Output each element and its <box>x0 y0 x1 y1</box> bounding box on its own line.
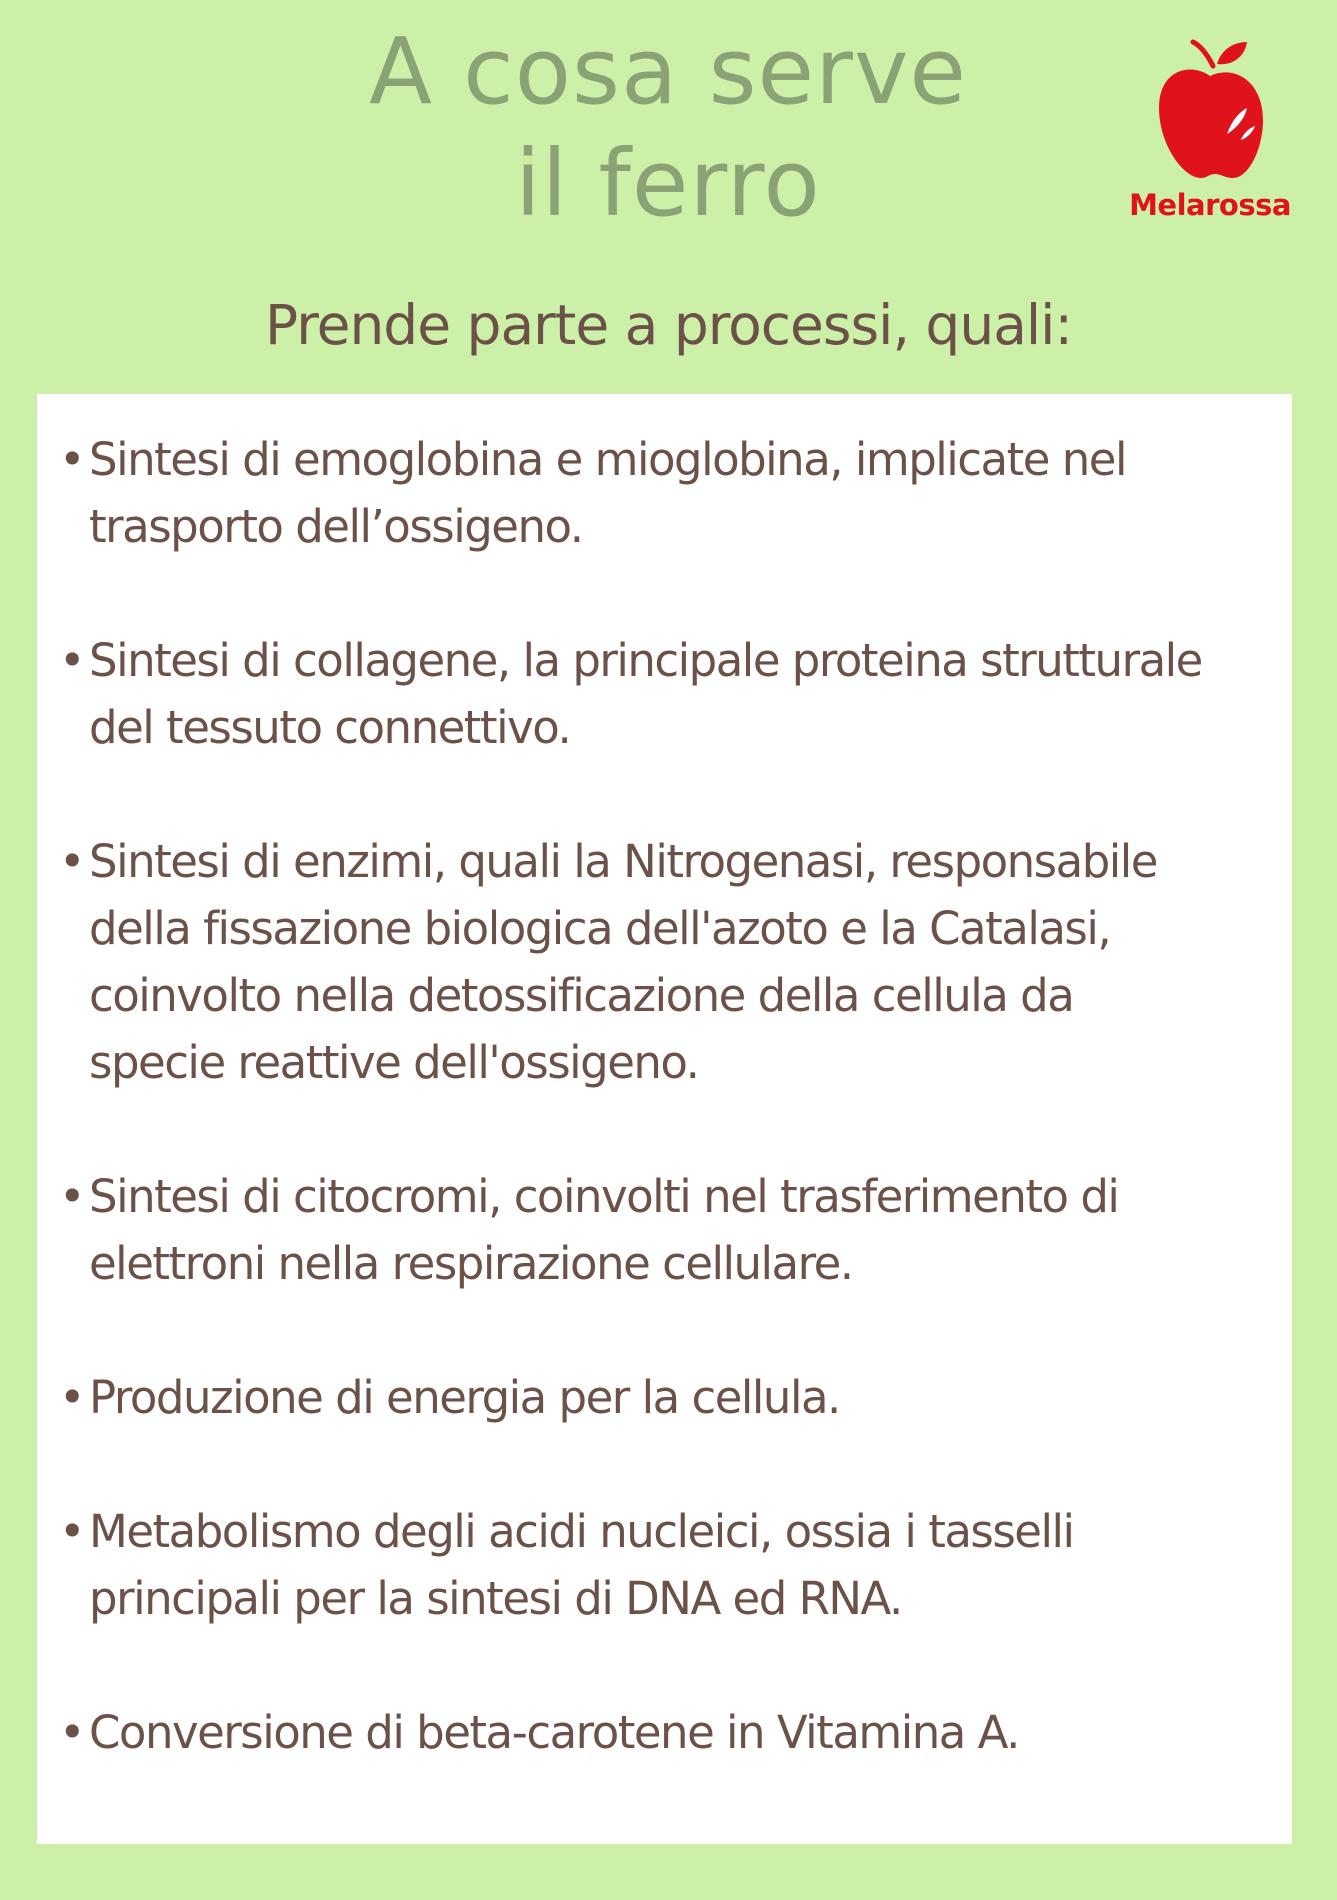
list-item-line: • Sintesi di collagene, la principale proteina strutturale <box>89 634 1202 687</box>
list-item-line: della fissazione biologica dell'azoto e la Catalasi, <box>89 902 1111 955</box>
apple-icon <box>1155 36 1265 186</box>
list-item-line: • Sintesi di citocromi, coinvolti nel trasferimento di <box>89 1170 1119 1223</box>
list-item-line: trasporto dell’ossigeno. <box>89 500 583 553</box>
list-item-line: principali per la sintesi di DNA ed RNA. <box>89 1572 902 1625</box>
brand-name: Melarossa <box>1129 188 1291 222</box>
list-item-line: • Produzione di energia per la cellula. <box>89 1371 840 1424</box>
list-item-line: • Conversione di beta-carotene in Vitamina A. <box>89 1706 1019 1759</box>
list-item <box>67 1498 1277 1632</box>
subtitle: Prende parte a processi, quali: <box>265 293 1072 357</box>
title-line-1: A cosa serve <box>368 18 967 125</box>
content-panel <box>37 394 1292 1844</box>
list-item <box>67 1163 1277 1297</box>
list-item <box>67 828 1277 1096</box>
brand-logo <box>1120 36 1300 236</box>
list-item <box>67 627 1277 761</box>
page-title <box>268 16 1068 240</box>
list-item-line: • Sintesi di enzimi, quali la Nitrogenasi, responsabile <box>89 835 1157 888</box>
list-item-line: coinvolto nella detossificazione della cellula da <box>89 969 1074 1022</box>
process-list <box>67 426 1277 1766</box>
title-line-2: il ferro <box>515 130 821 237</box>
list-item <box>67 1364 1277 1431</box>
list-item-line: • Sintesi di emoglobina e mioglobina, implicate nel <box>89 433 1126 486</box>
list-item-line: del tessuto connettivo. <box>89 701 571 754</box>
list-item <box>67 1699 1277 1766</box>
list-item-line: • Metabolismo degli acidi nucleici, ossia i tasselli <box>89 1505 1074 1558</box>
list-item-line: specie reattive dell'ossigeno. <box>89 1036 699 1089</box>
list-item-line: elettroni nella respirazione cellulare. <box>89 1237 853 1290</box>
list-item <box>67 426 1277 560</box>
